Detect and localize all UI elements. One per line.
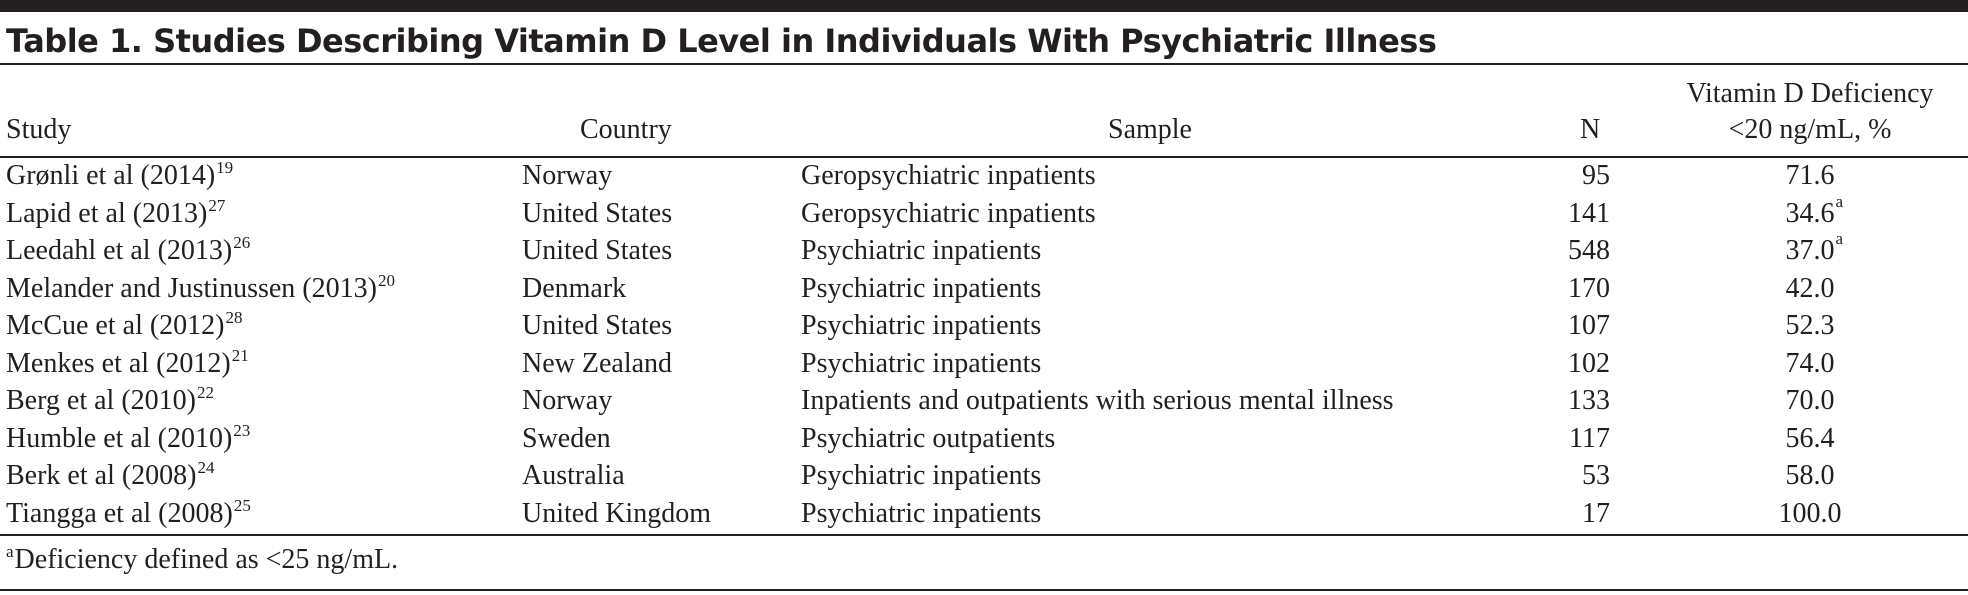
deficiency-value: 52.3 [1785,310,1835,341]
cell-deficiency [1660,191,1960,233]
study-name: Tiangga et al (2008) [6,497,233,529]
deficiency-value: 56.4 [1785,422,1835,454]
table-row [0,229,1968,270]
table-title: Table 1. Studies Describing Vitamin D Level in Individuals With Psychiatric Illness [6,22,1437,60]
cell-n: 548 [1568,235,1610,266]
study-name: Humble et al (2010) [6,422,233,454]
study-name: Berg et al (2010) [6,385,196,416]
cell-n: 133 [1568,385,1610,416]
cell-sample: Psychiatric inpatients [801,497,1042,529]
cell-sample: Psychiatric inpatients [801,235,1042,266]
cell-study [6,270,395,311]
cell-country: United States [522,310,673,341]
header-deficiency [1660,76,1960,148]
study-reference: 19 [216,158,234,177]
footnote-rule [0,534,1968,536]
table-row [0,191,1968,233]
table-row [0,270,1968,308]
cell-sample: Psychiatric inpatients [801,460,1042,491]
study-reference: 25 [233,495,251,515]
cell-country: United Kingdom [522,497,711,529]
study-reference: 28 [225,308,243,327]
deficiency-value: 74.0 [1785,347,1835,379]
cell-deficiency [1660,270,1960,308]
deficiency-value: 100.0 [1778,497,1842,529]
cell-study [6,382,214,423]
study-name: Melander and Justinussen (2013) [6,272,377,304]
cell-deficiency [1660,457,1960,495]
header-country: Country [580,114,672,145]
study-reference: 27 [208,195,226,215]
bottom-rule [0,589,1968,591]
study-reference: 23 [233,420,251,440]
study-reference: 21 [231,345,249,365]
cell-country: United States [522,235,673,266]
header-deficiency-line1: Vitamin D Deficiency [1686,78,1934,109]
cell-deficiency [1660,495,1960,533]
top-rule [0,0,1968,12]
study-reference: 26 [233,233,251,252]
study-reference: 20 [377,270,395,290]
cell-n: 53 [1582,460,1610,491]
table-row [0,307,1968,345]
cell-n: 141 [1568,197,1610,229]
cell-deficiency [1660,307,1960,345]
cell-country: Sweden [522,422,611,454]
cell-sample: Geropsychiatric inpatients [801,160,1096,191]
cell-deficiency [1660,229,1960,270]
study-name: McCue et al (2012) [6,310,225,341]
cell-n: 17 [1582,497,1610,529]
deficiency-value: 58.0 [1785,460,1835,491]
study-name: Berk et al (2008) [6,460,197,491]
cell-sample: Psychiatric inpatients [801,347,1042,379]
cell-country: Norway [522,385,613,416]
cell-n: 170 [1568,272,1610,304]
title-rule [0,63,1968,65]
footnote-text: Deficiency defined as <25 ng/mL. [14,544,399,575]
table-row [0,345,1968,383]
table-row [0,157,1968,195]
study-reference: 22 [196,383,214,402]
cell-sample: Geropsychiatric inpatients [801,197,1096,229]
cell-n: 107 [1568,310,1610,341]
footnote-marker: a [1835,229,1844,248]
table-row [0,382,1968,420]
table-row [0,420,1968,458]
study-name: Lapid et al (2013) [6,197,208,229]
cell-country: Denmark [522,272,627,304]
deficiency-value: 37.0 [1785,235,1835,266]
cell-sample: Psychiatric inpatients [801,272,1042,304]
cell-study [6,307,243,348]
cell-n: 117 [1569,422,1610,454]
cell-deficiency [1660,157,1960,195]
cell-study [6,232,250,273]
cell-sample: Psychiatric outpatients [801,422,1056,454]
cell-country: New Zealand [522,347,673,379]
header-n: N [1580,114,1601,145]
cell-study [6,157,233,198]
cell-country: United States [522,197,673,229]
cell-n: 102 [1568,347,1610,379]
cell-study [6,195,225,236]
footnote [6,540,398,583]
cell-study [6,495,251,536]
deficiency-value: 42.0 [1785,272,1835,304]
deficiency-value: 70.0 [1785,385,1835,416]
study-name: Leedahl et al (2013) [6,235,233,266]
table-body [0,157,1968,532]
deficiency-value: 71.6 [1785,160,1835,191]
cell-deficiency [1660,420,1960,458]
cell-deficiency [1660,382,1960,420]
table-row [0,457,1968,495]
cell-n: 95 [1582,160,1610,191]
study-reference: 24 [197,458,215,477]
deficiency-value: 34.6 [1785,197,1835,229]
cell-study [6,457,215,498]
cell-country: Norway [522,160,613,191]
cell-country: Australia [522,460,625,491]
footnote-marker: a [1835,191,1844,211]
study-name: Menkes et al (2012) [6,347,231,379]
footnote-mark: a [6,542,14,561]
cell-study [6,420,250,461]
cell-sample: Inpatients and outpatients with serious mental illness [801,385,1394,416]
header-deficiency-line2: <20 ng/mL, % [1728,114,1892,145]
cell-deficiency [1660,345,1960,383]
header-study: Study [6,114,72,145]
header-sample: Sample [1108,114,1192,145]
table-row [0,495,1968,533]
cell-study [6,345,249,386]
cell-sample: Psychiatric inpatients [801,310,1042,341]
study-name: Grønli et al (2014) [6,160,216,191]
